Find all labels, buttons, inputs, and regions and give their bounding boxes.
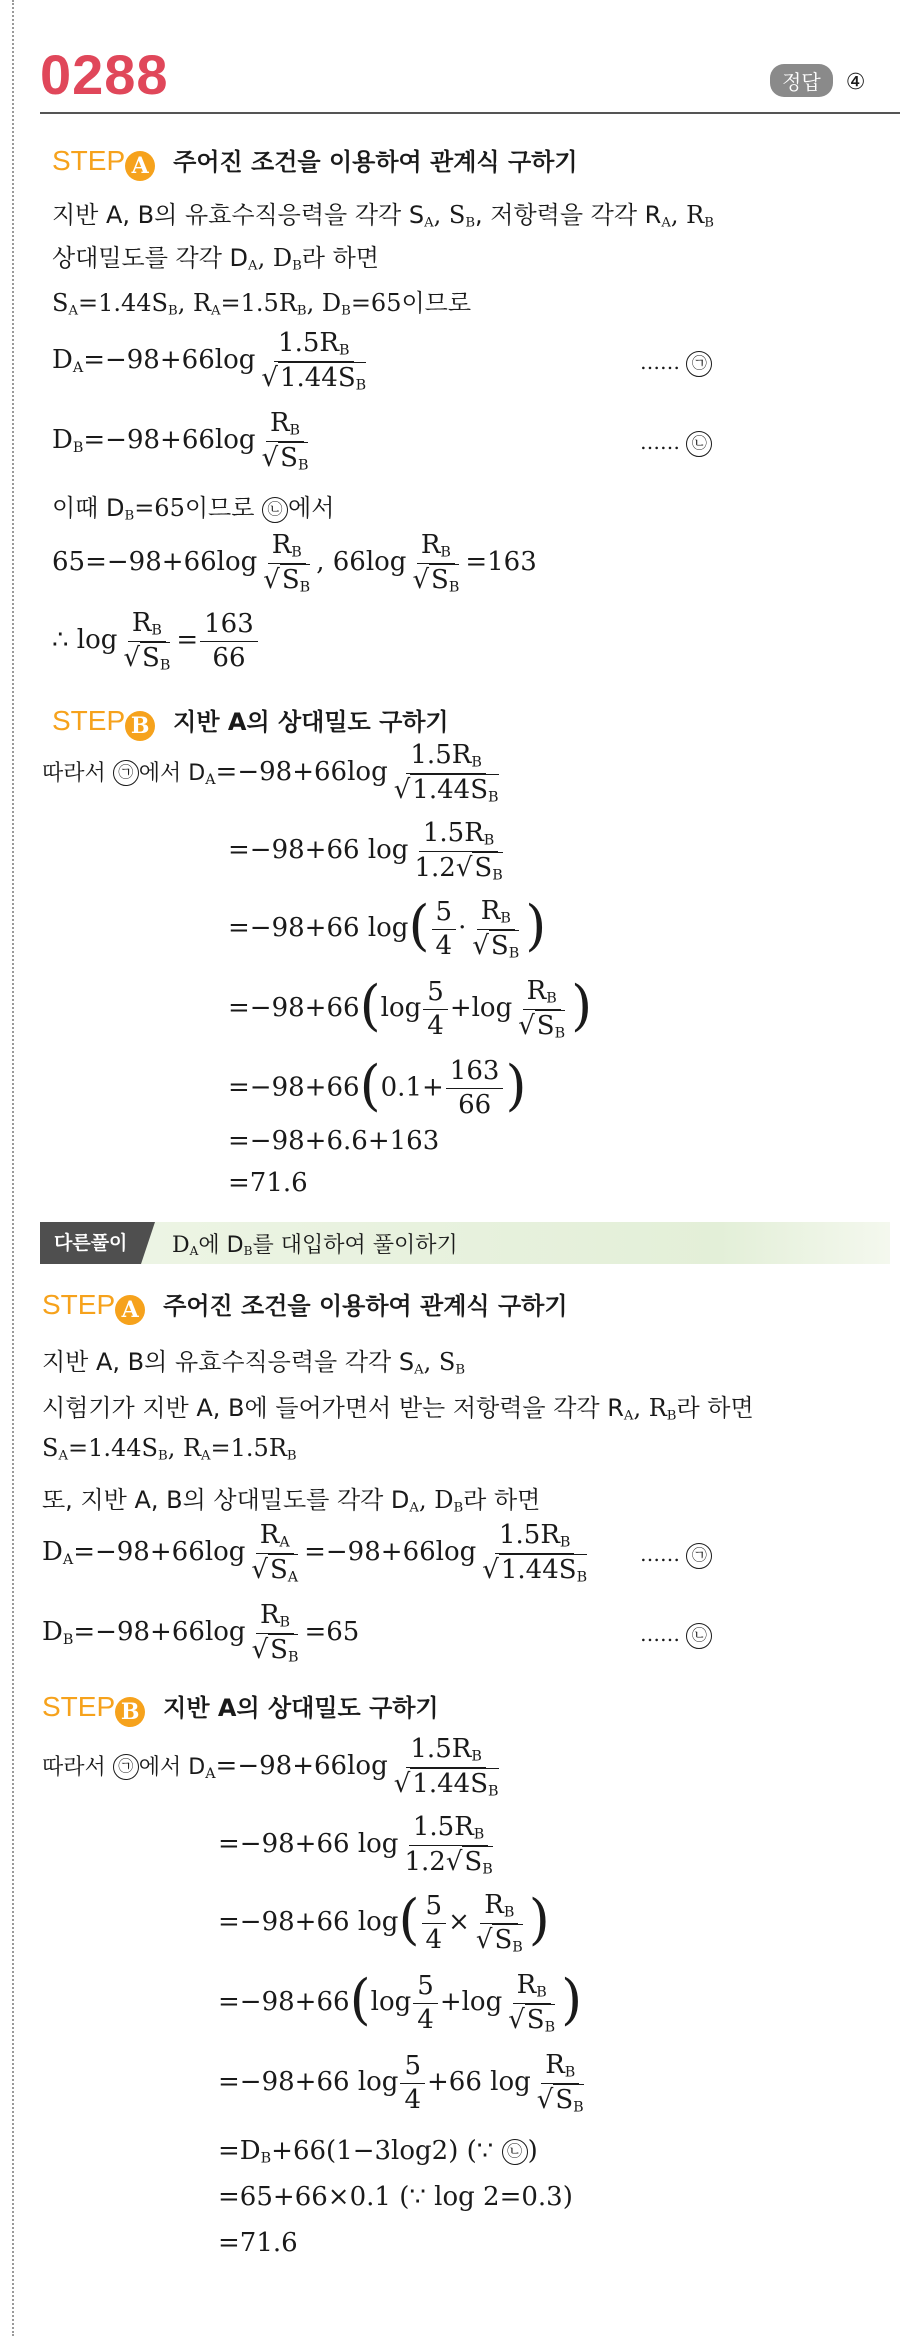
answer-badge: 정답 xyxy=(770,64,833,97)
answer-value: ④ xyxy=(845,70,866,95)
alt-eq-b2: =−98+66 log $\frac{1.5R_B}{1.2√S_B}$ xyxy=(218,1812,493,1878)
eq-therefore: ∴ log $\frac{R_B}{√S_B}$ = $\frac{163}{66}$ xyxy=(52,608,260,674)
eq-b2: =−98+66 log $\frac{1.5R_B}{1.2√S_B}$ xyxy=(228,818,503,884)
alt-eq-db: $D_B=-98+66\log$ $\frac{R_B}{√S_B}$ =65 xyxy=(42,1600,360,1666)
alt-step-a-heading: STEP A 주어진 조건을 이용하여 관계식 구하기 xyxy=(42,1289,568,1323)
step-a-badge: A xyxy=(125,151,155,181)
alt-line-3: $S_A=1.44S_B$, $R_A=1.5R_B$ xyxy=(42,1434,297,1464)
alt-eq-b7: =65+66×0.1 (∵ log 2=0.3) xyxy=(218,2182,573,2212)
eq-b3: =−98+66 log( $\frac{5}{4}$ · $\frac{R_B}{√S_B}$ ) xyxy=(228,894,547,962)
eq-b4: =−98+66(log $\frac{5}{4}$ +log $\frac{R_B}{√S_B}$ ) xyxy=(228,974,593,1042)
label-1: …… ㉠ xyxy=(640,350,712,377)
step-b-heading: STEP B 지반 A의 상대밀도 구하기 xyxy=(52,705,449,739)
eq-da: $D_A=-98+66\log$ $\frac{1.5R_B}{√1.44S_B}$ xyxy=(52,328,367,394)
eq-db: $D_B=-98+66\log$ $\frac{R_B}{√S_B}$ xyxy=(52,408,309,474)
alt-eq-b6: $=D_B+66(1-3\log 2)$ (∵ ㉡ ) xyxy=(218,2136,538,2167)
line-2: 상대밀도를 각각 $D_A$, $D_B$라 하면 xyxy=(52,244,379,274)
alt-label-2: …… ㉡ xyxy=(640,1622,712,1649)
line-then: 이때 $D_B=65$이므로 ㉡ 에서 xyxy=(52,494,335,524)
step-a-title: 주어진 조건을 이용하여 관계식 구하기 xyxy=(173,148,578,176)
step-a-heading xyxy=(52,142,578,181)
alt-line-1: 지반 A, B의 유효수직응력을 각각 $S_A$, $S_B$ xyxy=(42,1348,466,1378)
eq-b5: =−98+66(0.1+ $\frac{163}{66}$ ) xyxy=(228,1053,527,1121)
eq-b7: =71.6 xyxy=(228,1168,308,1198)
line-1: 지반 A, B의 유효수직응력을 각각 $S_A$, $S_B$, 저항력을 각각 $R_A$, $R_B$ xyxy=(52,201,714,231)
eq-b6: =−98+6.6+163 xyxy=(228,1126,440,1156)
alt-eq-b4: =−98+66(log $\frac{5}{4}$ +log $\frac{R_B}{√S_B}$ ) xyxy=(218,1968,583,2036)
step-b-badge: B xyxy=(125,711,155,741)
page-edge xyxy=(12,0,14,2336)
alt-solution-bar xyxy=(40,1222,890,1264)
answer-area xyxy=(770,64,865,97)
problem-number: 0288 xyxy=(40,43,169,106)
alt-line-2: 시험기가 지반 A, B에 들어가면서 받는 저항력을 각각 $R_A$, $R_B$라 하면 xyxy=(42,1394,754,1424)
label-2: …… ㉡ xyxy=(640,430,712,457)
alt-label-1: …… ㉠ xyxy=(640,1542,712,1569)
alt-eq-b5: =−98+66 log $\frac{5}{4}$ +66 log $\frac{R_B}{√S_B}$ xyxy=(218,2050,584,2116)
alt-eq-b3: =−98+66 log( $\frac{5}{4}$ × $\frac{R_B}{√S_B}$ ) xyxy=(218,1888,550,1956)
header-rule xyxy=(40,112,900,114)
step-label: STEP xyxy=(52,145,126,176)
alt-line-4: 또, 지반 A, B의 상대밀도를 각각 $D_A$, $D_B$라 하면 xyxy=(42,1486,541,1516)
alt-solution-desc: $D_A$에 $D_B$를 대입하여 풀이하기 xyxy=(172,1233,458,1259)
alt-solution-tag: 다른풀이 xyxy=(40,1222,141,1264)
eq-65: 65=−98+66log $\frac{R_B}{√S_B}$ , 66log $\frac{R_B}{√S_B}$ =163 xyxy=(52,530,537,596)
alt-eq-b1: 따라서 ㉠ 에서 $D_A=-98+66\log$ $\frac{1.5R_B}{√1.44S_B}$ xyxy=(42,1734,499,1800)
step-b-title: 지반 A의 상대밀도 구하기 xyxy=(173,708,449,736)
line-3: $S_A=1.44S_B$, $R_A=1.5R_B$, $D_B=65$이므로 xyxy=(52,289,472,319)
alt-eq-b8: =71.6 xyxy=(218,2228,298,2258)
eq-b1: 따라서 ㉠ 에서 $D_A=-98+66\log$ $\frac{1.5R_B}{√1.44S_B}$ xyxy=(42,740,499,806)
alt-step-b-heading: STEP B 지반 A의 상대밀도 구하기 xyxy=(42,1691,439,1725)
alt-eq-da: $D_A=-98+66\log$ $\frac{R_A}{√S_A}$ =−98+66log $\frac{1.5R_B}{√1.44S_B}$ xyxy=(42,1520,588,1586)
